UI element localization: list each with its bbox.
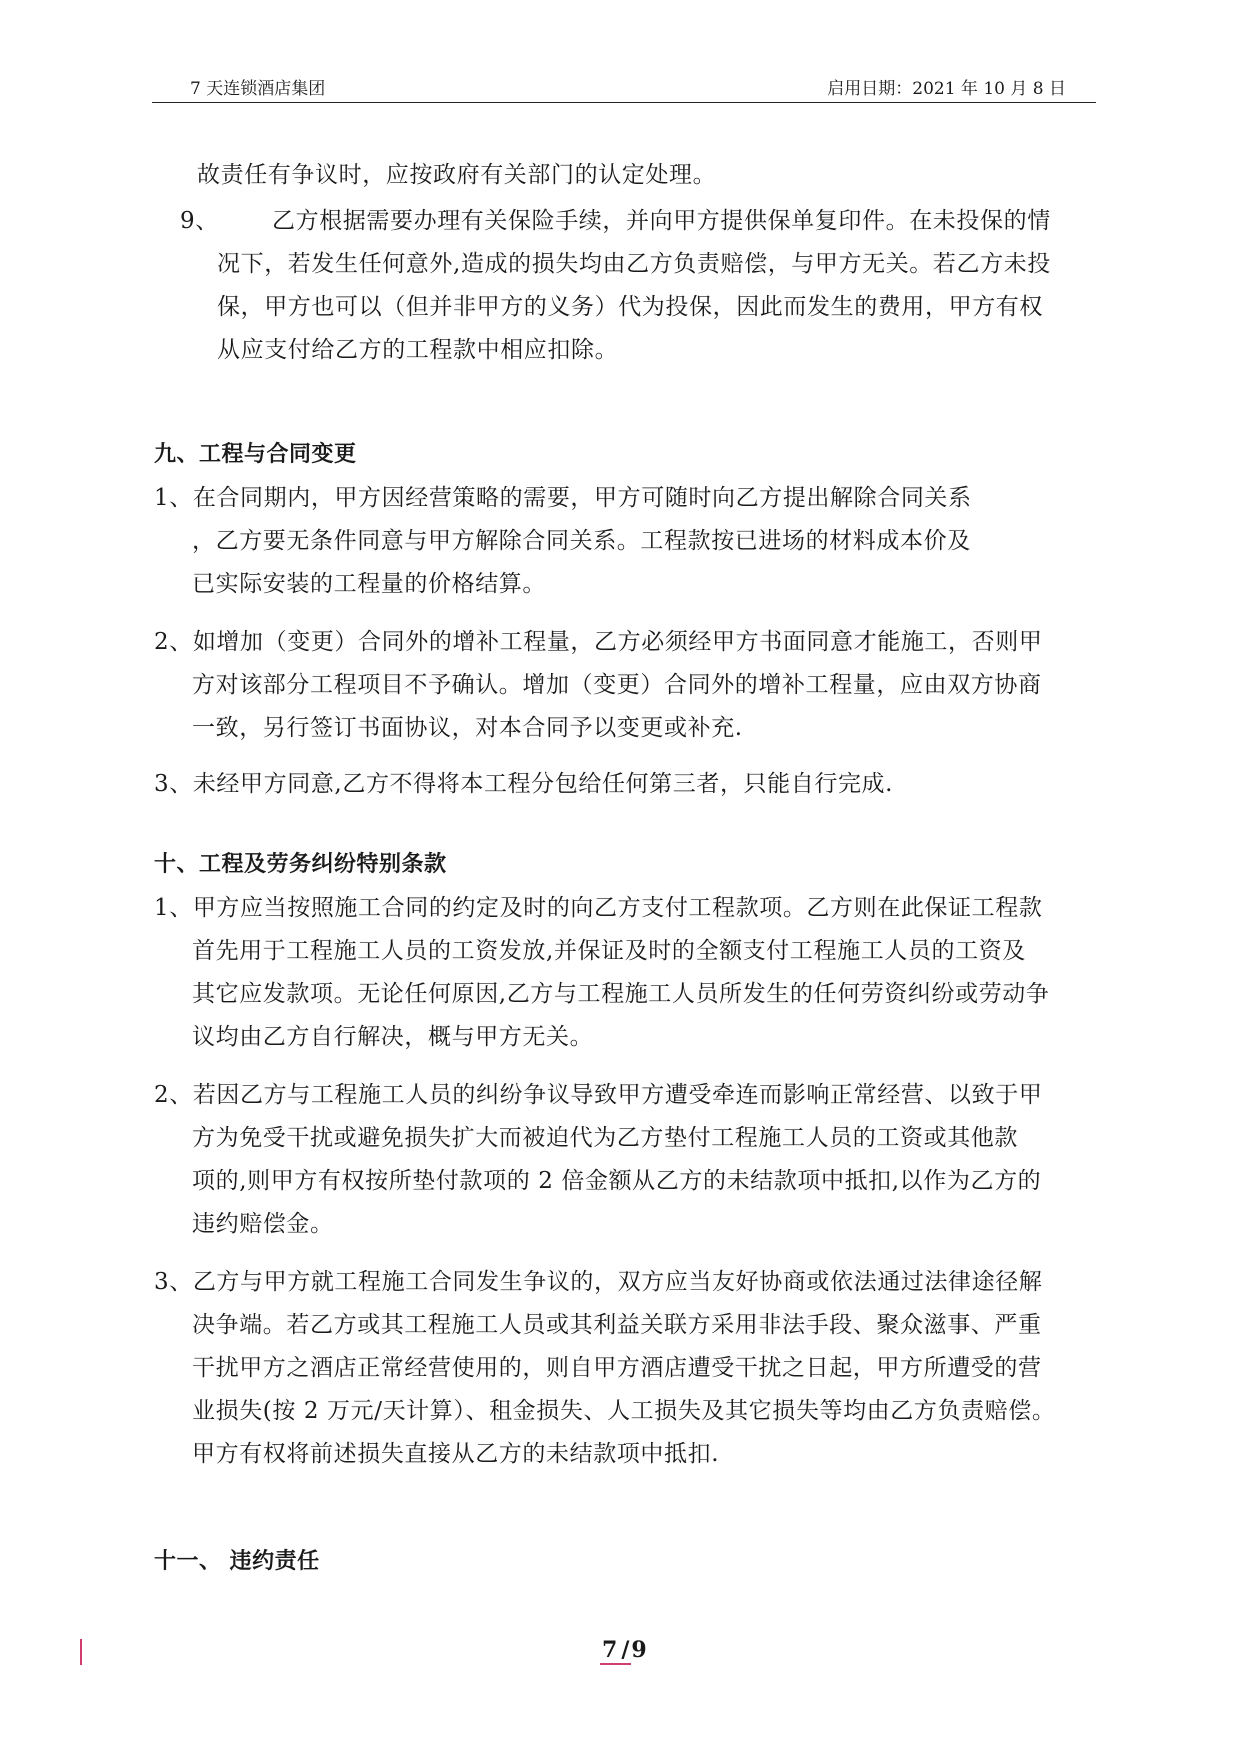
paragraph-line: 干扰甲方之酒店正常经营使用的，则自甲方酒店遭受干扰之日起，甲方所遭受的营	[192, 1355, 1042, 1381]
paragraph-line: 议均由乙方自行解决，概与甲方无关。	[192, 1024, 594, 1050]
page-total: 9	[631, 1637, 647, 1663]
paragraph-line: 决争端。若乙方或其工程施工人员或其利益关联方采用非法手段、聚众滋事、严重	[192, 1312, 1042, 1338]
item-number: 9、	[180, 208, 219, 234]
paragraph-line: 首先用于工程施工人员的工资发放,并保证及时的全额支付工程施工人员的工资及	[192, 938, 1026, 964]
paragraph-line: 1、在合同期内，甲方因经营策略的需要，甲方可随时向乙方提出解除合同关系	[154, 485, 972, 511]
paragraph-line: 方为免受干扰或避免损失扩大而被迫代为乙方垫付工程施工人员的工资或其他款	[192, 1125, 1018, 1151]
paragraph-line: 3、未经甲方同意,乙方不得将本工程分包给任何第三者，只能自行完成.	[154, 771, 894, 797]
paragraph-line: ，乙方要无条件同意与甲方解除合同关系。工程款按已进场的材料成本价及	[192, 528, 971, 554]
paragraph-line: 项的,则甲方有权按所垫付款项的 2 倍金额从乙方的未结款项中抵扣,以作为乙方的	[192, 1168, 1042, 1194]
paragraph-line: 业损失(按 2 万元/天计算）、租金损失、人工损失及其它损失等均由乙方负责赔偿。	[192, 1398, 1056, 1424]
section-heading-10: 十、工程及劳务纠纷特别条款	[154, 852, 447, 877]
company-name: 7 天连锁酒店集团	[190, 79, 326, 99]
section-heading-11: 十一、 违约责任	[154, 1549, 320, 1574]
paragraph-line: 保，甲方也可以（但并非甲方的义务）代为投保，因此而发生的费用，甲方有权	[217, 294, 1043, 320]
paragraph-line: 违约赔偿金。	[192, 1211, 334, 1237]
page-current: 7	[602, 1637, 618, 1663]
page-number	[600, 1637, 647, 1663]
effective-date: 启用日期：2021 年 10 月 8 日	[827, 79, 1066, 99]
paragraph-line: 一致，另行签订书面协议，对本合同予以变更或补充.	[192, 715, 743, 741]
page-footer	[0, 1637, 1241, 1673]
page-header	[152, 70, 1096, 103]
paragraph-line: 2、如增加（变更）合同外的增补工程量，乙方必须经甲方书面同意才能施工，否则甲	[154, 629, 1043, 655]
section-heading-9: 九、工程与合同变更	[154, 442, 357, 467]
paragraph-line: 方对该部分工程项目不予确认。增加（变更）合同外的增补工程量，应由双方协商	[192, 672, 1042, 698]
paragraph-line: 况下，若发生任何意外,造成的损失均由乙方负责赔偿，与甲方无关。若乙方未投	[217, 251, 1051, 277]
page-separator: /	[621, 1637, 630, 1663]
paragraph-line: 2、若因乙方与工程施工人员的纠纷争议导致甲方遭受牵连而影响正常经营、以致于甲	[154, 1082, 1043, 1108]
paragraph-line: 3、乙方与甲方就工程施工合同发生争议的，双方应当友好协商或依法通过法律途径解	[154, 1269, 1043, 1295]
paragraph-line: 乙方根据需要办理有关保险手续，并向甲方提供保单复印件。在未投保的情	[272, 208, 1051, 234]
paragraph-line: 1、甲方应当按照施工合同的约定及时的向乙方支付工程款项。乙方则在此保证工程款	[154, 895, 1043, 921]
paragraph-line: 故责任有争议时，应按政府有关部门的认定处理。	[197, 162, 717, 188]
paragraph-line: 甲方有权将前述损失直接从乙方的未结款项中抵扣.	[192, 1441, 720, 1467]
margin-marker	[80, 1639, 82, 1665]
paragraph-line: 从应支付给乙方的工程款中相应扣除。	[217, 337, 619, 363]
paragraph-line: 已实际安装的工程量的价格结算。	[192, 571, 546, 597]
paragraph-line: 其它应发款项。无论任何原因,乙方与工程施工人员所发生的任何劳资纠纷或劳动争	[192, 981, 1050, 1007]
